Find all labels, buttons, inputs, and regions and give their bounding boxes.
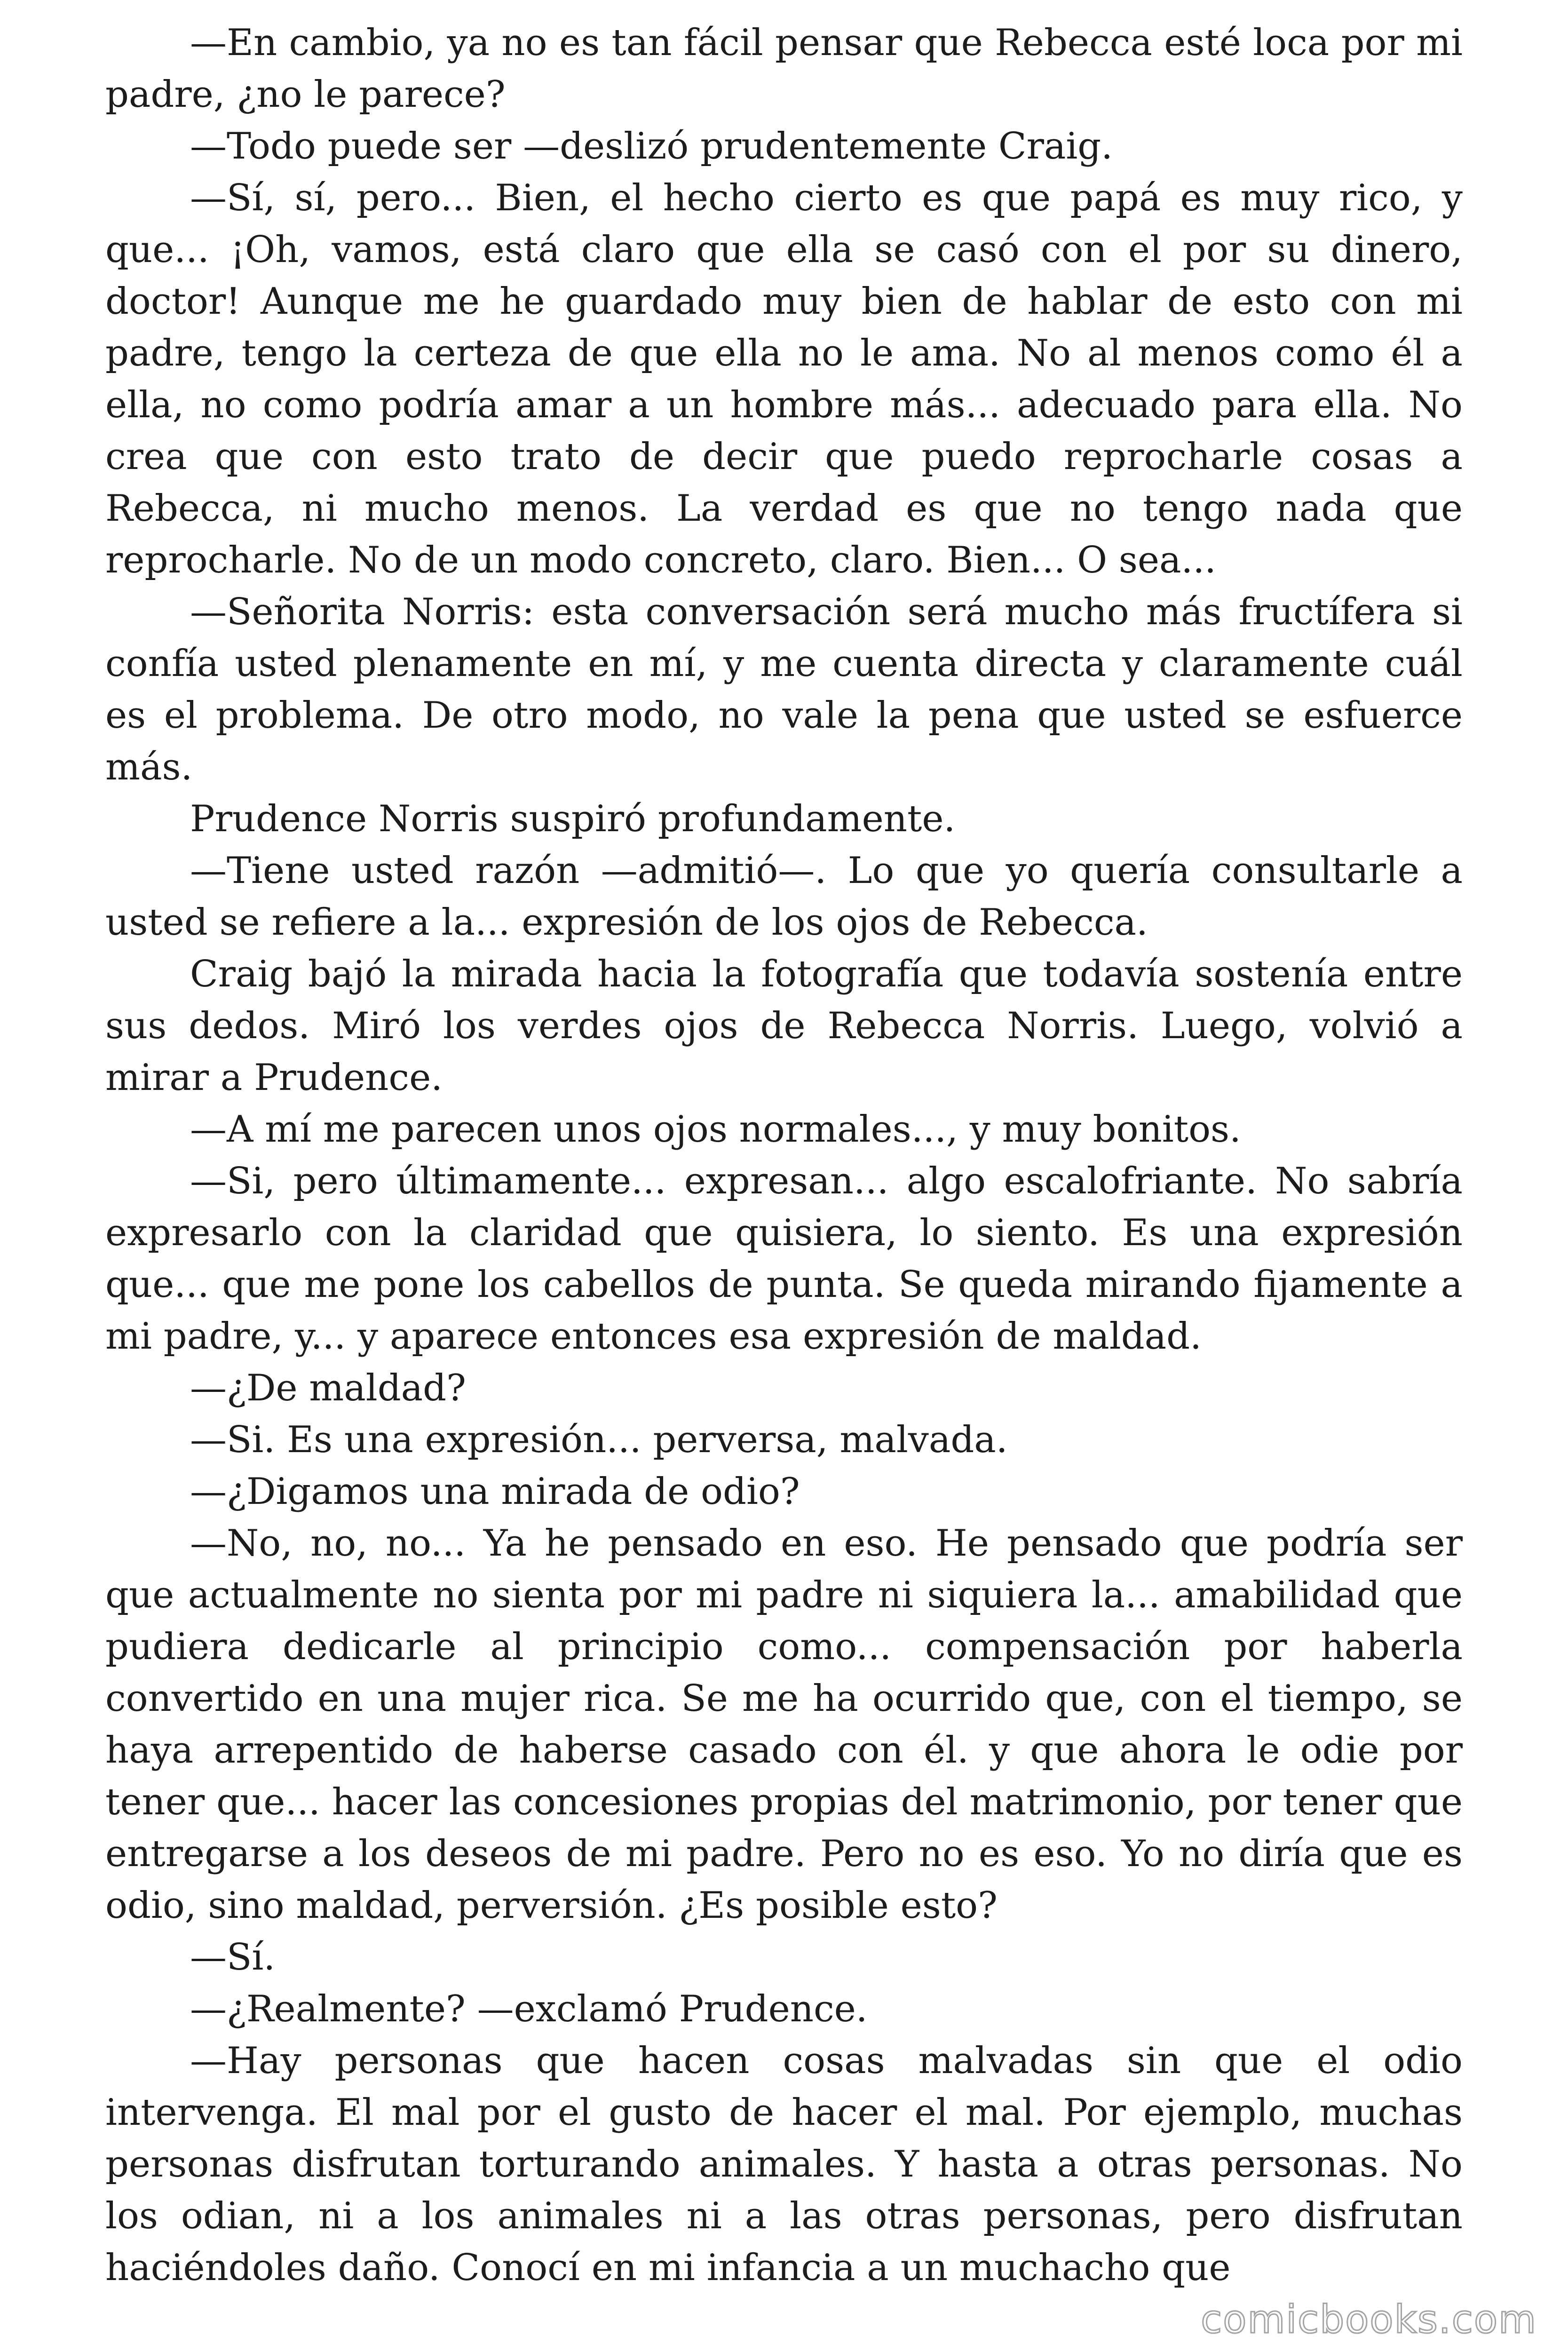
watermark-logo: comicbooks.com — [1201, 2297, 1537, 2342]
paragraph: Craig bajó la mirada hacia la fotografía que todavía sostenía entre sus dedos. Miró los verdes ojos de Rebecca Norris. Luego, volvió a mirar a Prudence. — [105, 953, 1463, 1099]
paragraph: —Señorita Norris: esta conversación será mucho más fructífera si confía usted plenamente en mí, y me cuenta directa y claramente cuál es el problema. De otro modo, no vale la pena que usted se esfuerce más. — [105, 591, 1463, 788]
paragraph: —Si, pero últimamente... expresan... algo escalofriante. No sabría expresarlo con la claridad que quisiera, lo siento. Es una expresión que... que me pone los cabellos de punta. Se queda mirando fijamente a mi padre, y... y aparece entonces esa expresión de maldad. — [105, 1160, 1463, 1358]
paragraph: —Si. Es una expresión... perversa, malvada. — [190, 1419, 1008, 1461]
paragraph: —Sí, sí, pero... Bien, el hecho cierto es que papá es muy rico, y que... ¡Oh, vamos, está claro que ella se casó con el por su dinero, doctor! Aunque me he guardado muy bien de hablar de esto con mi padre, tengo la certeza de que ella no le ama. No al menos como él a ella, no como podría amar a un hombre más... adecuado para ella. No crea que con esto trato de decir que puedo reprocharle cosas a Rebecca, ni mucho menos. La verdad es que no tengo nada que reprocharle. No de un modo concreto, claro. Bien... O sea... — [105, 177, 1463, 581]
paragraph: —Tiene usted razón —admitió—. Lo que yo quería consultarle a usted se refiere a la... expresión de los ojos de Rebecca. — [105, 850, 1463, 944]
paragraph: —No, no, no... Ya he pensado en eso. He pensado que podría ser que actualmente no sienta por mi padre ni siquiera la... amabilidad que pudiera dedicarle al principio como... compensación por haberla convertido en una mujer rica. Se me ha ocurrido que, con el tiempo, se haya arrepentido de haberse casado con él. y que ahora le odie por tener que... hacer las concesiones propias del matrimonio, por tener que entregarse a los deseos de mi padre. Pero no es eso. Yo no diría que es odio, sino maldad, perversión. ¿Es posible esto? — [105, 1522, 1463, 1927]
paragraph: Prudence Norris suspiró profundamente. — [190, 798, 956, 840]
paragraph: —¿Digamos una mirada de odio? — [190, 1470, 800, 1513]
paragraph: —A mí me parecen unos ojos normales..., y muy bonitos. — [190, 1108, 1241, 1151]
book-page-text — [105, 17, 1463, 2294]
paragraph: —Sí. — [190, 1936, 276, 1979]
paragraph: —¿Realmente? —exclamó Prudence. — [190, 1988, 868, 2030]
paragraph: —Todo puede ser —deslizó prudentemente Craig. — [190, 125, 1113, 167]
paragraph: —¿De maldad? — [190, 1367, 466, 1409]
paragraph: —Hay personas que hacen cosas malvadas sin que el odio intervenga. El mal por el gusto de hacer el mal. Por ejemplo, muchas personas disfrutan torturando animales. Y hasta a otras personas. No los odian, ni a los animales ni a las otras personas, pero disfrutan haciéndoles daño. Conocí en mi infancia a un muchacho que — [105, 2040, 1463, 2289]
paragraph: —En cambio, ya no es tan fácil pensar que Rebecca esté loca por mi padre, ¿no le parece? — [105, 22, 1463, 116]
